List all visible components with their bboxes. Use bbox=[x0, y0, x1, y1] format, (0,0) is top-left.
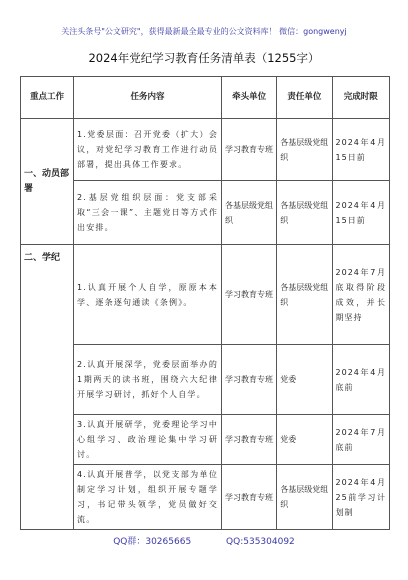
lead-unit-cell: 学习教育专班 bbox=[222, 415, 277, 465]
table-row bbox=[21, 245, 390, 345]
footer-qq-group: QQ群：30265665 bbox=[113, 537, 192, 547]
header-responsible-unit: 责任单位 bbox=[277, 77, 332, 119]
header-lead-unit: 牵头单位 bbox=[222, 77, 277, 119]
footer-contact bbox=[0, 534, 408, 547]
responsible-unit-cell: 党委 bbox=[277, 345, 332, 415]
task-content-cell: 4.认真开展普学，以党支部为单位制定学习计划，组织开展专题学习，书记带头领学，党员做好交流。 bbox=[74, 465, 222, 530]
responsible-unit-cell: 党委 bbox=[277, 415, 332, 465]
table-header-row bbox=[21, 77, 390, 119]
table-row bbox=[21, 415, 390, 465]
lead-unit-cell: 各基层级党组织 bbox=[222, 181, 277, 245]
deadline-cell: 2024年4月15日前 bbox=[332, 181, 389, 245]
table-row bbox=[21, 181, 390, 245]
header-deadline: 完成时限 bbox=[332, 77, 389, 119]
deadline-cell: 2024年4月25前学习计划制 bbox=[332, 465, 389, 530]
section-label-mobilization: 一、动员部署 bbox=[21, 119, 74, 245]
table-row bbox=[21, 345, 390, 415]
lead-unit-cell: 学习教育专班 bbox=[222, 245, 277, 345]
deadline-cell: 2024年7月底取得阶段成效，并长期坚持 bbox=[332, 245, 389, 345]
task-content-cell: 2.基层党组织层面：党支部采取“三会一课”、主题党日等方式作出安排。 bbox=[74, 181, 222, 245]
header-task-content: 任务内容 bbox=[74, 77, 222, 119]
task-content-cell: 1.党委层面：召开党委（扩大）会议，对党纪学习教育工作进行动员部署，提出具体工作要求。 bbox=[74, 119, 222, 181]
deadline-cell: 2024年4月15日前 bbox=[332, 119, 389, 181]
watermark-banner: 关注头条号"公文研究"，获得最新最全最专业的公文资料库！ 微信：gongwenyj bbox=[61, 27, 347, 36]
table-row bbox=[21, 119, 390, 181]
responsible-unit-cell: 各基层级党组织 bbox=[277, 245, 332, 345]
section-label-study-discipline: 二、学纪 bbox=[21, 245, 74, 530]
task-list-table bbox=[20, 76, 390, 530]
task-content-cell: 2.认真开展深学，党委层面举办的1期两天的读书班，围绕六大纪律开展学习研讨，抓好个人自学。 bbox=[74, 345, 222, 415]
task-content-cell: 1.认真开展个人自学，原原本本学、逐条逐句通读《条例》。 bbox=[74, 245, 222, 345]
lead-unit-cell: 学习教育专班 bbox=[222, 465, 277, 530]
responsible-unit-cell: 各基层级党组织 bbox=[277, 181, 332, 245]
responsible-unit-cell: 各基层级党组织 bbox=[277, 465, 332, 530]
deadline-cell: 2024年4月底前 bbox=[332, 345, 389, 415]
footer-qq: QQ:535304092 bbox=[226, 537, 295, 547]
task-content-cell: 3.认真开展研学，党委理论学习中心组学习、政治理论集中学习研讨。 bbox=[74, 415, 222, 465]
lead-unit-cell: 学习教育专班 bbox=[222, 119, 277, 181]
lead-unit-cell: 学习教育专班 bbox=[222, 345, 277, 415]
header-key-work: 重点工作 bbox=[21, 77, 74, 119]
document-title: 2024年党纪学习教育任务清单表（1255字） bbox=[88, 51, 320, 65]
deadline-cell: 2024年7月底前 bbox=[332, 415, 389, 465]
responsible-unit-cell: 各基层级党组织 bbox=[277, 119, 332, 181]
table-row bbox=[21, 465, 390, 530]
